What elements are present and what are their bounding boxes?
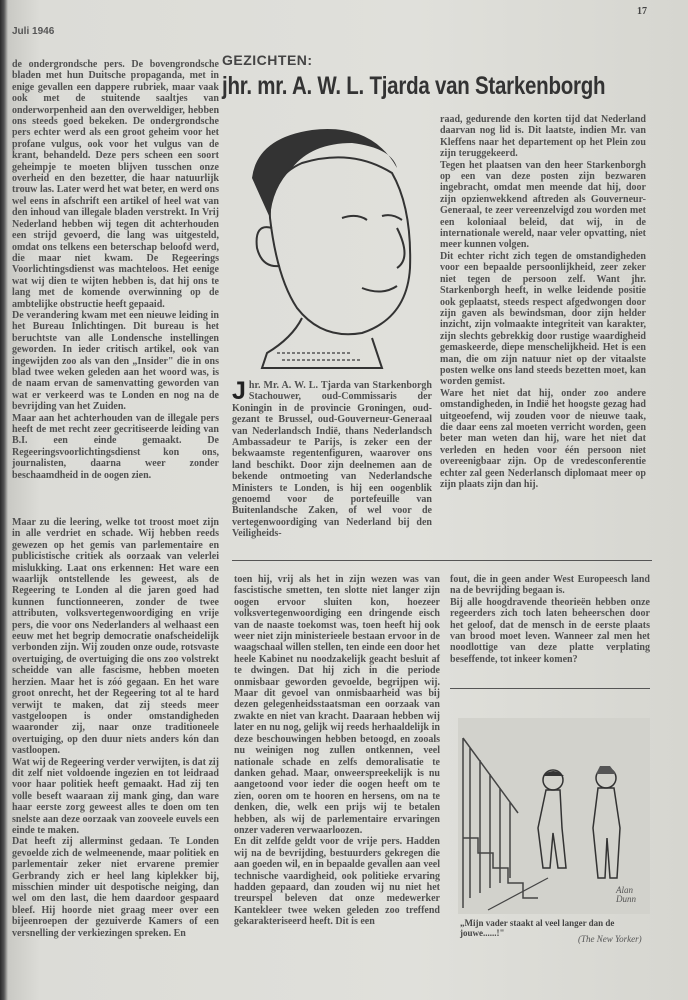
section-divider [232,560,652,561]
article-title: jhr. mr. A. W. L. Tjarda van Starkenborgh [222,72,606,100]
paragraph: Ware het niet dat hij, onder zoo andere omstandigheden, in Indië het hoogste gezag had uitgeoefend, wij zouden voor de nieuwe taak, die daar eens zal moeten verricht worden, geen beter man weten dan hij, ware het niet dat verleden en heden voor één persoon niet overeenigbaar zijn. Op de vredesconferentie echter zal geen Nederlansch diplomaat meer op zijn plaats zijn dan hij. [440,387,646,490]
paragraph: Dit echter richt zich tegen de omstandigheden voor een bepaalde persoonlijkheid, zeer zeker niet tegen de persoon zelf. Want jhr. Starkenborgh heeft, in welke leidende positie ook geplaatst, steeds respect afgedwongen door zijn gaven als bewindsman, door zijn helder inzicht, zijn volmaakte integriteit van karakter, zijn slechts gebrekkig door rustige waardigheid gemaskeerde, diepe menschelijkheid. Het is een man, die om zijn natuur niet op der vitaalste posten welke ons land steeds bezetten moet, kan worden gemist. [440,250,646,388]
paragraph: Maar aan het achterhouden van de illegale pers heeft de met recht zeer gecritiseerde leiding van B.I. een einde gemaakt. De Regeeringsvoorlichtingsdienst kon ons, journalisten, daarna weer zonder beschaamdheid in de oogen zien. [12,412,219,481]
paragraph: Bij alle hoogdravende theorieën hebben onze regeerders zich toch laten beheerschen door het geloof, dat de mensch in de eerste plaats van brood moet leven. Wanneer zal men het noodlottige van deze platte verplating beseffende, tot inkeer komen? [450,596,650,665]
left-column-bottom [12,517,219,939]
column-divider [450,688,650,689]
paragraph: raad, gedurende den korten tijd dat Nederland daarvan nog lid is. Dit laatste, indien Mr. van Kleffens naar het departement op het Plein zou zijn teruggekeerd. [440,114,646,160]
paragraph: En dit zelfde geldt voor de vrije pers. Hadden wij na de bevrijding, bestuurders gekregen die aan goeden wil, en in bepaalde gevallen aan veel technische vaardigheid, ook politieke ervaring hadden gepaard, dan zouden wij nu niet het treurspel beleven dat onze medewerker Kantekleer twee weken geleden zoo treffend gekarakteriseerd heeft. Dit is een [234,836,440,928]
cartoon-credit: (The New Yorker) [578,934,642,944]
paragraph: toen hij, vrij als het in zijn wezen was van fascistische smetten, ten slotte niet langer zijn oogen ervoor sluiten kon, hoezeer volksvertegenwoordiging een dringende eisch van de naaste toekomst was, toen heeft hij ook weer niet zijn ministerieele bestaan ervoor in de waagschaal willen stellen, ten einde een door het heele Kabinet nu noodzakelijk geacht besluit af te dwingen. Dat hij zich in die periode onmisbaar geworden gevoelde, begrijpen wij. Maar dit gevoel van onmisbaarheid was bij dezen gelegenheidsstaatsman een oorzaak van zwakte en niet van kracht. Daaraan hebben wij later en nu nog, gelijk wij reeds herhaaldelijk in deze beschouwingen hebben betoogd, en zooals nu weinigen nog zullen ontkennen, veel nationale schade en zelfs demoralisatie te danken gehad. Maar, onweerspreekelijk is nu aangetoond voor ieder die oogen heeft om te zien, ooren om te hooren en hersens, om na te denken, die, welk een prijs wij te betalen hebben, als wij de parlementaire ervaringen onzer vaderen verwaarloozen. [234,574,440,836]
article-kicker: GEZICHTEN: [222,52,313,68]
article-intro [232,377,432,540]
paragraph: De verandering kwam met een nieuwe leiding in het Bureau Inlichtingen. Dit bureau is het beruchtste van alle Londensche instellingen geworden. In ieder critisch artikel, ook van ingewijden zoo als van den „Insider" die in ons blad twee weken geleden aan het woord was, is de naam ervan de samenvatting geworden van wat er verkeerd was te Londen en nog na de bevrijding van het Zuiden. [12,309,219,413]
left-column-top [12,59,219,481]
right-column [440,114,646,490]
page-date: Juli 1946 [12,26,55,37]
portrait-caricature [232,118,427,373]
paragraph: Maar zu die leering, welke tot troost moet zijn in alle verdriet en schade. Wij hebben reeds gewezen op het gemis van parlementaire en publicistische critiek als oorzaak van velerlei mislukking. Laat ons erkennen: Het ware een waarlijk ontstellende les geweest, als de Regeering te Londen al die jaren goed had kunnen functionneeren, zonder de twee attributen, volksvertegenwoordiging en vrije pers, die voor ons Nederlanders al welhaast een eeuw met het begrip democratie onafscheidelijk verbonden zijn. Wij zouden onze oude, rotsvaste overtuiging, de overtuiging die ons zoo volstrekt scheidde van alle fascisme, hebben moeten herzien. Maar het is zóó gegaan. En het ware groot onrecht, het der Regeering tot al te hard verwijt te maken, dat zij steeds meer vastgeloopen is onder omstandigheden waaronder zij, naar onze traditioneele overtuiging, op den duur niets anders kón dan vastloopen. [12,517,219,757]
paragraph: Dat heeft zij allerminst gedaan. Te Londen gevoelde zich de welmeenende, maar politiek en parlementair zeker niet ervarene premier Gerbrandy zich er heel lang kiplekker bij, misschien minder uit despotische neiging, dan wel om den last, die hem daardoor gespaard bleef. Hij hoorde niet graag meer over een bijeenroepen der gezuiverde Kamers of een versnelling der verkiezingen spreken. En [12,836,219,939]
paragraph: Wat wij de Regeering verder verwijten, is dat zij dit zelf niet voldoende ingezien en tot leidraad voor haar politiek heeft gemaakt. Had zij ten volle beseft waaraan zij mank ging, dan ware haar eerste zorg geweest alles te doen om ten snelste aan deze oorzaak van zooveele euvels een einde te maken. [12,756,219,836]
page-number: 17 [637,6,647,17]
bottom-middle-column [234,574,440,928]
intro-text: hr. Mr. A. W. L. Tjarda van Starkenborgh Stachouwer, oud-Commissaris der Koningin in de provincie Groningen, oud-gezant te Brussel, oud-Gouverneur-Generaal van Nederlandsch Indië, thans Nederlandsch Ambassadeur te Parijs, is zeker een der bekwaamste regentenfiguren, waarover ons land beschikt. Door zijn deelnemen aan de bekende ontmoeting van Nederlandsche Ministers te Londen, is hij een oogenblik genoemd voor de portefeuille van Buitenlandsche Zaken, of wel voor de vertegenwoordiging van Nederland bij den Veiligheids- [232,380,432,540]
paragraph: de ondergrondsche pers. De bovengrondsche bladen met hun Duitsche propaganda, met in enige gevallen een dappere rubriek, maar vaak ook met de stuitende saaltjes van onderworpenheid aan den overweldiger, hebben ons steeds goed bekeken. De ondergrondsche pers echter werd als een groot geheim voor het profane vulgus, ook voor het vulgus van de krant, behandeld. Deze pers scheen een soort geheimpje te moeten blijven tusschen onze overheid en den bezetter, die haar natuurlijk trouw las. Later werd het wat beter, en werd ons wel eens in afschrift een artikel of heel wat van den inhoud van illegale bladen verstrekt. In Vrij Nederland hebben wij tegen dit achterhouden een strijd gevoerd, die lang was uitgesteld, omdat ons telkens een beterschap beloofd werd, die maar niet kwam. De Regeerings Voorlichtingsdienst was machteloos. Het eenige wat wij dien te wijten hebben is, dat hij ons te lang met de komende overwinning op de ambtelijke obstructie heeft gepaaid. [12,59,219,310]
drop-cap: J [232,377,246,405]
paragraph: Tegen het plaatsen van den heer Starkenborgh op een van deze posten zijn bezwaren ingebracht, omdat men meende dat hij, door zijn opzienwekkend aftreden als Gouverneur-Generaal, te zeer vereenzelvigd zou worden met een koloniaal beleid, dat wij, in de internationale wereld, naar veler opvatting, niet meer kunnen volgen. [440,159,646,251]
cartoon [458,718,650,914]
bottom-right-column [450,574,650,665]
cartoon-signature: Alan Dunn [616,885,636,904]
paragraph: fout, die in geen ander West Europeesch land na de bevrijding begaan is. [450,574,650,597]
cartoon-caption: „Mijn vader staakt al veel langer dan de jouwe......!" [460,918,615,938]
